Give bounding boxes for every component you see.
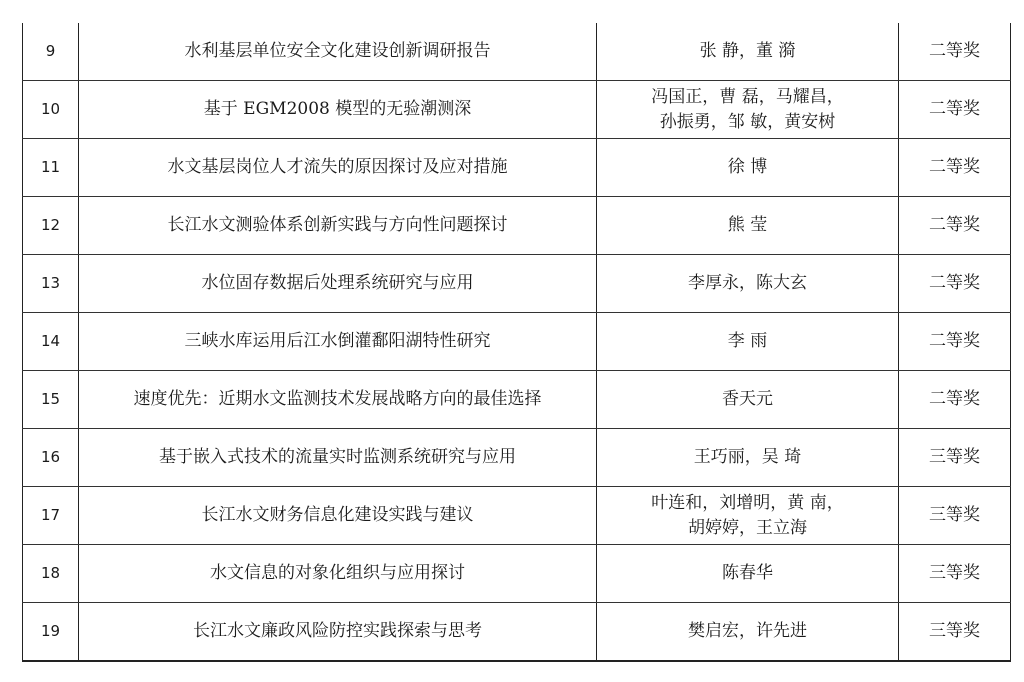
award-level-cell: 三等奖 [899, 429, 1011, 487]
authors-cell [597, 487, 899, 545]
authors-line: 熊 莹 [727, 215, 768, 236]
row-number-cell: 10 [23, 81, 79, 139]
authors-line: 香天元 [722, 389, 773, 410]
authors-cell [597, 313, 899, 371]
award-level-cell: 二等奖 [899, 139, 1011, 197]
award-level-cell: 二等奖 [899, 23, 1011, 81]
row-number-cell: 11 [23, 139, 79, 197]
paper-title-cell: 水文基层岗位人才流失的原因探讨及应对措施 [79, 139, 597, 197]
row-number-cell: 16 [23, 429, 79, 487]
award-level-cell: 二等奖 [899, 81, 1011, 139]
authors-line: 张 静，董 漪 [699, 41, 796, 62]
authors-cell [597, 545, 899, 603]
authors-line: 胡婷婷，王立海 [688, 517, 807, 538]
table-row [23, 603, 1011, 662]
authors-cell [597, 603, 899, 662]
award-level-cell: 二等奖 [899, 255, 1011, 313]
row-number-cell: 17 [23, 487, 79, 545]
authors-line: 樊启宏，许先进 [688, 621, 807, 642]
award-level-cell: 三等奖 [899, 487, 1011, 545]
authors-line: 李 雨 [727, 331, 768, 352]
table-row [23, 545, 1011, 603]
award-level-cell: 二等奖 [899, 313, 1011, 371]
paper-title-cell: 三峡水库运用后江水倒灌鄱阳湖特性研究 [79, 313, 597, 371]
award-level-cell: 二等奖 [899, 197, 1011, 255]
award-level-cell: 三等奖 [899, 545, 1011, 603]
paper-title-cell: 长江水文财务信息化建设实践与建议 [79, 487, 597, 545]
table-row [23, 429, 1011, 487]
table-row [23, 139, 1011, 197]
authors-line: 冯国正，曹 磊，马耀昌， [651, 87, 844, 108]
authors-cell [597, 429, 899, 487]
authors-cell [597, 23, 899, 81]
table-row [23, 313, 1011, 371]
paper-title-cell: 基于 EGM2008 模型的无验潮测深 [79, 81, 597, 139]
row-number-cell: 14 [23, 313, 79, 371]
authors-cell [597, 139, 899, 197]
table-row [23, 23, 1011, 81]
authors-cell [597, 255, 899, 313]
awards-table [22, 23, 1011, 662]
authors-cell [597, 81, 899, 139]
award-level-cell: 二等奖 [899, 371, 1011, 429]
paper-title-cell: 速度优先：近期水文监测技术发展战略方向的最佳选择 [79, 371, 597, 429]
award-level-cell: 三等奖 [899, 603, 1011, 662]
authors-line: 叶连和，刘增明，黄 南， [651, 493, 844, 514]
table-row [23, 197, 1011, 255]
paper-title-cell: 长江水文测验体系创新实践与方向性问题探讨 [79, 197, 597, 255]
paper-title-cell: 长江水文廉政风险防控实践探索与思考 [79, 603, 597, 662]
table-row [23, 81, 1011, 139]
authors-line: 孙振勇，邹 敏，黄安树 [659, 111, 836, 132]
paper-title-cell: 水文信息的对象化组织与应用探讨 [79, 545, 597, 603]
row-number-cell: 9 [23, 23, 79, 81]
row-number-cell: 19 [23, 603, 79, 662]
authors-cell [597, 197, 899, 255]
authors-line: 王巧丽，吴 琦 [693, 447, 802, 468]
paper-title-cell: 水位固存数据后处理系统研究与应用 [79, 255, 597, 313]
row-number-cell: 13 [23, 255, 79, 313]
authors-line: 陈春华 [722, 563, 773, 584]
table-row [23, 487, 1011, 545]
awards-table-body [23, 23, 1011, 661]
paper-title-cell: 水利基层单位安全文化建设创新调研报告 [79, 23, 597, 81]
authors-line: 李厚永，陈大玄 [688, 273, 807, 294]
authors-cell [597, 371, 899, 429]
row-number-cell: 12 [23, 197, 79, 255]
table-row [23, 371, 1011, 429]
table-row [23, 255, 1011, 313]
row-number-cell: 15 [23, 371, 79, 429]
authors-line: 徐 博 [727, 157, 768, 178]
row-number-cell: 18 [23, 545, 79, 603]
paper-title-cell: 基于嵌入式技术的流量实时监测系统研究与应用 [79, 429, 597, 487]
